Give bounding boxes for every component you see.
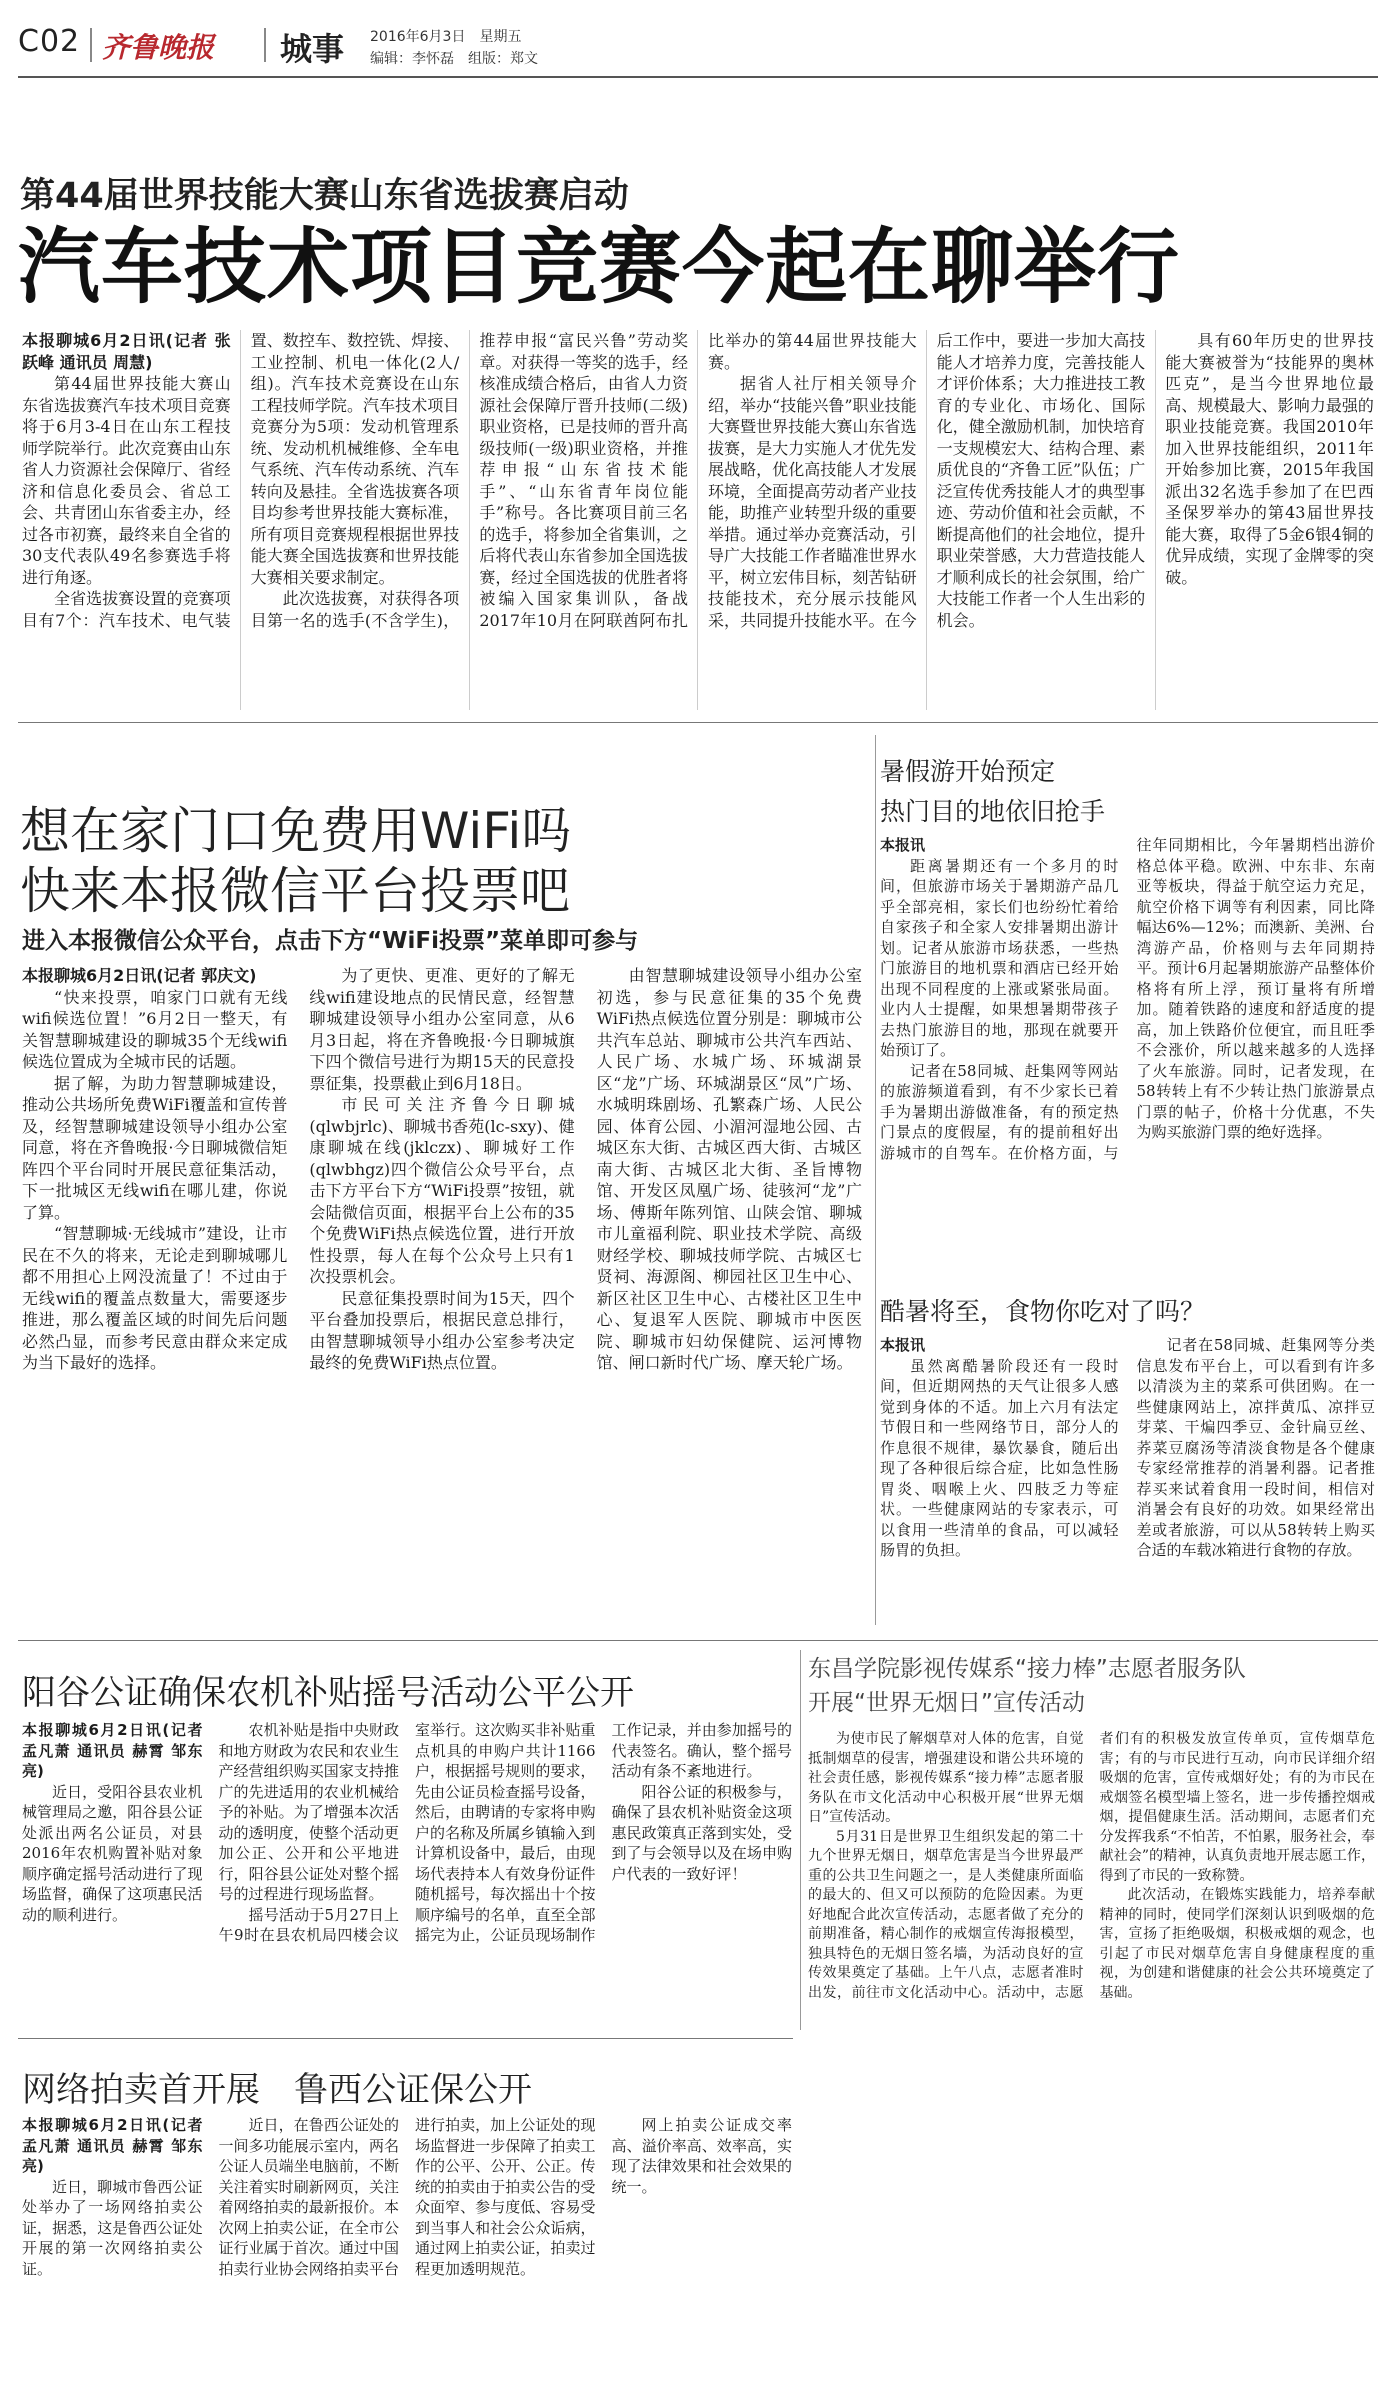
article2-headline-line1: 想在家门口免费用WiFi吗 (20, 802, 572, 860)
article1-paragraph: 据省人社厅相关领导介绍，举办“技能兴鲁”职业技能大赛暨世界技能大赛山东省选拔赛，是大力实施人才优先发展战略，优化高技能人才发展环境，全面提高劳动者产业技能，助推产业转型升级的重要举措。通过举办竞赛活动，引导广大技能工作者瞄准世界水平，树立宏伟目标，刻苦钻研技能技术，充分展示技能风采，共同提升技能水平。在今后工作中，要进一步加大高技能人才培养力度，完善技能人才评价体系；大力推进技工教育的专业化、市场化、国际化，健全激励机制，加快培育一支规模宏大、结构合理、素质优良的“齐鲁工匠”队伍；广泛宣传优秀技能人才的典型事迹、劳动价值和社会贡献，不断提高他们的社会地位，提升职业荣誉感，大力营造技能人才顺利成长的社会氛围，给广大技能工作者一个人生出彩的机会。 (707, 331, 1146, 630)
section-name: 城事 (280, 30, 345, 68)
article6-headline-line2: 开展“世界无烟日”宣传活动 (808, 1690, 1085, 1716)
article3-headline-line1: 暑假游开始预定 (880, 757, 1056, 786)
article2-subhead: 进入本报微信公众平台，点击下方“WiFi投票”菜单即可参与 (22, 928, 639, 954)
article5-paragraph: 阳谷公证的积极参与，确保了县农机补贴资金这项惠民政策真正落到实处，受到了与会领导以及在场申购户代表的一致好评！ (611, 1782, 792, 1883)
article4-headline: 酷暑将至，食物你吃对了吗？ (880, 1297, 1206, 1326)
article7-byline: 本报聊城6月2日讯(记者 孟凡萧 通讯员 赫霄 邹东亮) (22, 2116, 203, 2175)
section-divider (18, 722, 1378, 723)
article5-paragraph: 农机补贴是指中央财政和地方财政为农民和农业生产经营组织购买国家支持推广的先进适用的农业机械给予的补贴。为了增强本次活动的透明度，使整个活动更加公正、公开和公平地进行，阳谷县公证处对整个摇号的过程进行现场监督。 (218, 1721, 399, 1903)
article2-paragraph: 民意征集投票时间为15天，四个平台叠加投票后，根据民意总排行，由智慧聊城领导小组办公室参考决定最终的免费WiFi热点位置。 (309, 1288, 575, 1372)
article2-paragraph: 据了解，为助力智慧聊城建设，推动公共场所免费WiFi覆盖和宣传普及，经智慧聊城建设领导小组办公室同意，将在齐鲁晚报·今日聊城微信矩阵四个平台同时开展民意征集活动，下一批城区无线wifi在哪儿建，你说了算。 (22, 1073, 288, 1222)
divider (264, 28, 266, 62)
article4-paragraph: 记者在58同城、赶集网等分类信息发布平台上，可以看到有许多以清淡为主的菜系可供团购。在一些健康网站上，凉拌黄瓜、凉拌豆芽菜、干煸四季豆、金针扁豆丝、荞菜豆腐汤等清淡食物是各个健康专家经常推荐的消暑利器。记者推荐买来试着食用一段时间，相信对消暑会有良好的功效。如果经常出差或者旅游，可以从58转转上购买合适的车载冰箱进行食物的存放。 (1136, 1336, 1375, 1559)
article6-headline-line1: 东昌学院影视传媒系“接力棒”志愿者服务队 (808, 1656, 1246, 1682)
article5-body (22, 1720, 792, 2020)
article3-paragraph: 记者在58同城、赶集网等网站的旅游频道看到，有不少家长已着手为暑期出游做准备，有的预定热门景点的度假屋，有的提前租好出游城市的自驾车。在价格方面，与往年同期相比，今年暑期档出游价格总体平稳。欧洲、中东非、东南亚等板块，得益于航空运力充足，航空价格下调等有利因素，同比降幅达6%—12%；而澳新、美洲、台湾游产品，价格则与去年同期持平。预计6月起暑期旅游产品整体价格将有所上浮，预订量将有所增加。随着铁路的速度和舒适度的提高，加上铁路价位便宜，而且旺季不会涨价，所以越来越多的人选择了火车旅游。同时，记者发现，在58转转上有不少转让热门旅游景点门票的帖子，价格十分优惠，不失为购买旅游门票的绝好选择。 (880, 836, 1375, 1162)
article1-paragraph: 全省选拔赛设置的竞赛项目有7个：汽车技术、电气装置、数控车、数控铣、焊接、工业控制、机电一体化(2人/组)。汽车技术竞赛设在山东工程技师学院。汽车技术项目竞赛分为5项：发动机管理系统、发动机机械维修、全车电气系统、汽车传动系统、汽车转向及悬挂。全省选拔赛各项目均参考世界技能大赛标准，所有项目竞赛规程根据世界技能大赛全国选拔赛和世界技能大赛相关要求制定。 (22, 331, 460, 630)
article1-headline: 汽车技术项目竞赛今起在聊举行 (18, 220, 1181, 315)
article2-paragraph: 由智慧聊城建设领导小组办公室初选，参与民意征集的35个免费WiFi热点候选位置分别是：聊城市公共汽车总站、聊城市公共汽车西站、人民广场、水城广场、环城湖景区“龙”广场、环城湖景区“凤”广场、水城明珠剧场、孔繁森广场、人民公园、体育公园、小湄河湿地公园、古城区东大街、古城区西大街、古城区南大街、古城区北大街、圣旨博物馆、开发区凤凰广场、徒骇河“龙”广场、傅斯年陈列馆、山陕会馆、聊城市儿童福利院、职业技术学院、高级财经学校、聊城技师学院、古城区七贤祠、海源阁、柳园社区卫生中心、新区社区卫生中心、古楼社区卫生中心、复退军人医院、聊城市中医医院、聊城市妇幼保健院、运河博物馆、闸口新时代广场、摩天轮广场。 (596, 966, 862, 1372)
article1-body (22, 330, 1374, 710)
article5-headline: 阳谷公证确保农机补贴摇号活动公平公开 (22, 1673, 634, 1713)
article5-paragraph: 摇号活动于5月27日上午9时在县农机局四楼会议室举行。这次购买非补贴重点机具的申购户共计1166户，根据摇号规则的要求，先由公证员检查摇号设备，然后，由聘请的专家将申购户的名称及所属乡镇输入到计算机设备中，最后，由现场代表持本人有效身份证件随机摇号，每次摇出十个按顺序编号的名单，直至全部摇完为止，公证员现场制作工作记录，并由参加摇号的代表签名。确认，整个摇号活动有条不紊地进行。 (218, 1721, 792, 1944)
article1-paragraph: 第44届世界技能大赛山东省选拔赛汽车技术项目竞赛将于6月3-4日在山东工程技师学院举行。此次竞赛由山东省人力资源社会保障厅、省经济和信息化委员会、省总工会、共青团山东省委主办，经过各市初赛，最终来自全省的30支代表队49名参赛选手将进行角逐。 (22, 374, 231, 587)
column-divider (875, 735, 876, 1625)
article6-paragraph: 此次活动，在锻炼实践能力，培养奉献精神的同时，使同学们深刻认识到吸烟的危害，宣扬了拒绝吸烟，积极戒烟的观念，也引起了市民对烟草危害自身健康程度的重视，为创建和谐健康的社会公共环境奠定了基础。 (1099, 1887, 1375, 2001)
article2-paragraph: “快来投票，咱家门口就有无线wifi候选位置！”6月2日一整天，有关智慧聊城建设的聊城35个无线wifi候选位置成为全城市民的话题。 (22, 987, 288, 1071)
article6-body (808, 1730, 1375, 2030)
article2-paragraph: 市民可关注齐鲁今日聊城(qlwbjrlc)、聊城书香苑(lc-sxy)、健康聊城在线(jklczx)、聊城好工作(qlwbhgz)四个微信公众号平台，点击下方平台下方“WiFi投票”按钮，就会陆微信页面，根据平台上公布的35个免费WiFi热点候选位置，进行开放性投票，每人在每个公众号上只有1次投票机会。 (309, 1095, 575, 1286)
editor-line: 编辑：李怀磊 组版：郑文 (370, 51, 538, 67)
article3-headline-line2: 热门目的地依旧抢手 (880, 797, 1106, 826)
article6-paragraph: 为使市民了解烟草对人体的危害，自觉抵制烟草的侵害，增强建设和谐公共环境的社会责任感，影视传媒系“接力棒”志愿者服务队在市文化活动中心积极开展“世界无烟日”宣传活动。 (808, 1731, 1084, 1825)
masthead-rule (18, 76, 1378, 78)
article5-paragraph: 近日，受阳谷县农业机械管理局之邀，阳谷县公证处派出两名公证员，对县2016年农机购置补贴对象顺序确定摇号活动进行了现场监督，确保了这项惠民活动的顺利进行。 (22, 1782, 203, 1924)
section-divider (18, 1640, 1378, 1641)
divider (90, 28, 92, 62)
article2-headline-line2: 快来本报微信平台投票吧 (20, 862, 570, 920)
article4-body (880, 1335, 1375, 1625)
article1-paragraph: 此次选拔赛，对获得各项目第一名的选手(不含学生)，推荐申报“富民兴鲁”劳动奖章。对获得一等奖的选手，经核准成绩合格后，由省人力资源社会保障厅晋升技师(二级)职业资格，已是技师的晋升高级技师(一级)职业资格，并推荐申报“山东省技术能手”、“山东省青年岗位能手”称号。各比赛项目前三名的选手，将参加全省集训，之后将代表山东省参加全国选拔赛，经过全国选拔的优胜者将被编入国家集训队，备战2017年10月在阿联酋阿布扎比举办的第44届世界技能大赛。 (250, 331, 917, 630)
article2-paragraph: “智慧聊城·无线城市”建设，让市民在不久的将来，无论走到聊城哪儿都不用担心上网没流量了！不过由于无线wifi的覆盖点数量大，需要逐步推进，那么覆盖区域的时间先后问题必然凸显，而参考民意由群众来定成为当下最好的选择。 (22, 1224, 288, 1372)
article2-body (22, 965, 862, 1625)
article7-paragraph: 近日，在鲁西公证处的一间多功能展示室内，两名公证人员端坐电脑前，不断关注着实时刷新网页，关注着网络拍卖的最新报价。本次网上拍卖公证，在全市公证行业属于首次。通过中国拍卖行业协会网络拍卖平台进行拍卖，加上公证处的现场监督进一步保障了拍卖工作的公平、公开、公正。传统的拍卖由于拍卖公告的受众面窄、参与度低、容易受到当事人和社会公众诟病，通过网上拍卖公证，拍卖过程更加透明规范。 (218, 2116, 596, 2278)
paper-logo: 齐鲁晚报 (102, 31, 215, 64)
article7-paragraph: 网上拍卖公证成交率高、溢价率高、效率高，实现了法律效果和社会效果的统一。 (611, 2116, 792, 2196)
article5-byline: 本报聊城6月2日讯(记者 孟凡萧 通讯员 赫霄 邹东亮) (22, 1721, 203, 1780)
article1-paragraph: 具有60年历史的世界技能大赛被誉为“技能界的奥林匹克”，是当今世界地位最高、规模最大、影响力最强的职业技能竞赛。我国2010年加入世界技能组织，2011年开始参加比赛，2015年我国派出32名选手参加了在巴西圣保罗举办的第43届世界技能大赛，取得了5金6银4铜的优异成绩，实现了金牌零的突破。 (1165, 331, 1374, 587)
article3-byline: 本报讯 (880, 836, 926, 854)
article2-paragraph: 为了更快、更准、更好的了解无线wifi建设地点的民情民意，经智慧聊城建设领导小组办公室同意，从6月3日起，将在齐鲁晚报·今日聊城旗下四个微信号进行为期15天的民意投票征集，投票截止到6月18日。 (309, 966, 575, 1093)
page-number: C02 (18, 24, 81, 59)
article3-paragraph: 距离暑期还有一个多月的时间，但旅游市场关于暑期游产品几乎全部亮相，家长们也纷纷忙着给自家孩子和全家人安排暑期出游计划。记者从旅游市场获悉，一些热门旅游目的地机票和酒店已经开始出现不同程度的上涨或紧张局面。业内人士提醒，如果想暑期带孩子去热门旅游目的地，那现在就要开始预订了。 (880, 856, 1119, 1059)
article4-byline: 本报讯 (880, 1336, 926, 1354)
article3-body (880, 835, 1375, 1270)
article4-paragraph: 虽然离酷暑阶段还有一段时间，但近期网热的天气让很多人感觉到身体的不适。加上六月有法定节假日和一些网络节日，部分人的作息很不规律，暴饮暴食，随后出现了各种很后综合症，比如急性肠胃炎、咽喉上火、四肢乏力等症状。一些健康网站的专家表示，可以食用一些清单的食品，可以减轻肠胃的负担。 (880, 1356, 1119, 1559)
section-divider (18, 2038, 793, 2039)
article6-paragraph: 5月31日是世界卫生组织发起的第二十九个世界无烟日，烟草危害是当今世界最严重的公共卫生问题之一，是人类健康所面临的最大的、但又可以预防的危险因素。为更好地配合此次宣传活动，志愿者做了充分的前期准备，精心制作的戒烟宣传海报模型，独具特色的无烟日签名墙，为活动良好的宣传效果奠定了基础。上午八点，志愿者准时出发，前往市文化活动中心。活动中，志愿者们有的积极发放宣传单页，宣传烟草危害；有的与市民进行互动，向市民详细介绍吸烟的危害，宣传戒烟好处；有的为市民在戒烟签名模型墙上签名，进一步传播控烟戒烟，提倡健康生活。活动期间，志愿者们充分发挥我系“不怕苦，不怕累，服务社会，奉献社会”的精神，认真负责地开展志愿工作，得到了市民的一致称赞。 (808, 1731, 1375, 2001)
article1-byline: 本报聊城6月2日讯(记者 张跃峰 通讯员 周慧) (22, 331, 231, 372)
masthead (18, 22, 1378, 72)
article1-kicker: 第44届世界技能大赛山东省选拔赛启动 (20, 176, 629, 216)
article7-headline: 网络拍卖首开展 鲁西公证保公开 (22, 2070, 532, 2110)
date-line: 2016年6月3日 星期五 (370, 29, 522, 45)
article7-body (22, 2115, 792, 2385)
article7-paragraph: 近日，聊城市鲁西公证处举办了一场网络拍卖公证，据悉，这是鲁西公证处开展的第一次网络拍卖公证。 (22, 2177, 203, 2278)
article2-byline: 本报聊城6月2日讯(记者 郭庆文) (22, 966, 257, 985)
column-divider (800, 1650, 801, 2030)
